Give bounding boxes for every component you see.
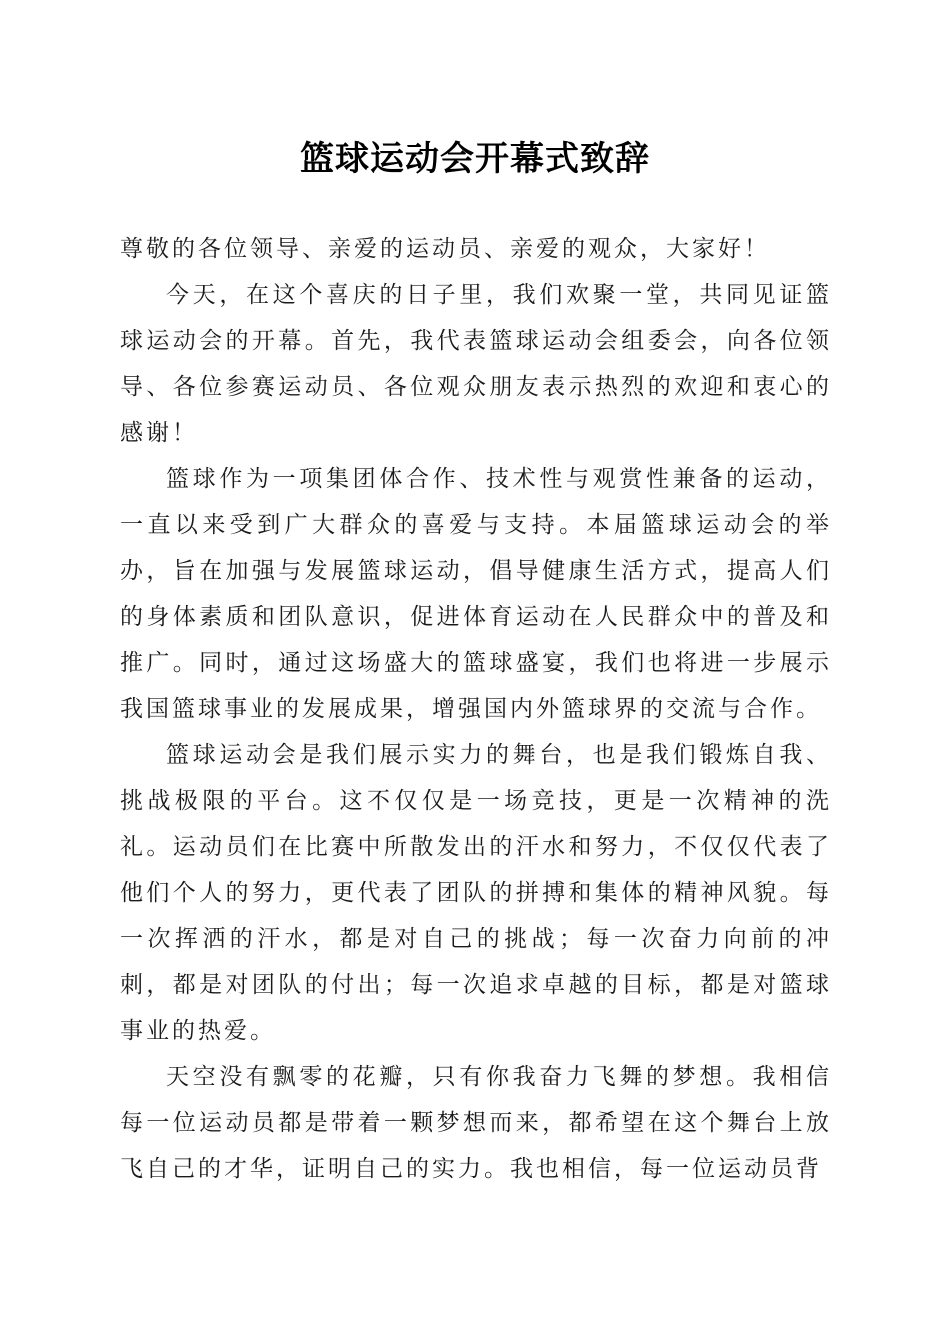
paragraph-dream: 天空没有飘零的花瓣，只有你我奋力飞舞的梦想。我相信每一位运动员都是带着一颗梦想而来，都希望在这个舞台上放飞自己的才华，证明自己的实力。我也相信，每一位运动员背 xyxy=(120,1064,832,1182)
paragraph-purpose: 篮球作为一项集团体合作、技术性与观赏性兼备的运动，一直以来受到广大群众的喜爱与支持。本届篮球运动会的举办，旨在加强与发展篮球运动，倡导健康生活方式，提高人们的身体素质和团队意识，促进体育运动在人民群众中的普及和推广。同时，通过这场盛大的篮球盛宴，我们也将进一步展示我国篮球事业的发展成果，增强国内外篮球界的交流与合作。 xyxy=(120,466,832,722)
document-title: 篮球运动会开幕式致辞 xyxy=(300,139,650,179)
document-body xyxy=(120,226,832,1192)
greeting-paragraph: 尊敬的各位领导、亲爱的运动员、亲爱的观众，大家好！ xyxy=(120,236,770,262)
paragraph-stage: 篮球运动会是我们展示实力的舞台，也是我们锻炼自我、挑战极限的平台。这不仅仅是一场竞技，更是一次精神的洗礼。运动员们在比赛中所散发出的汗水和努力，不仅仅代表了他们个人的努力，更代表了团队的拼搏和集体的精神风貌。每一次挥洒的汗水，都是对自己的挑战；每一次奋力向前的冲刺，都是对团队的付出；每一次追求卓越的目标，都是对篮球事业的热爱。 xyxy=(120,742,832,1044)
paragraph-welcome: 今天，在这个喜庆的日子里，我们欢聚一堂，共同见证篮球运动会的开幕。首先，我代表篮球运动会组委会，向各位领导、各位参赛运动员、各位观众朋友表示热烈的欢迎和衷心的感谢！ xyxy=(120,282,832,446)
